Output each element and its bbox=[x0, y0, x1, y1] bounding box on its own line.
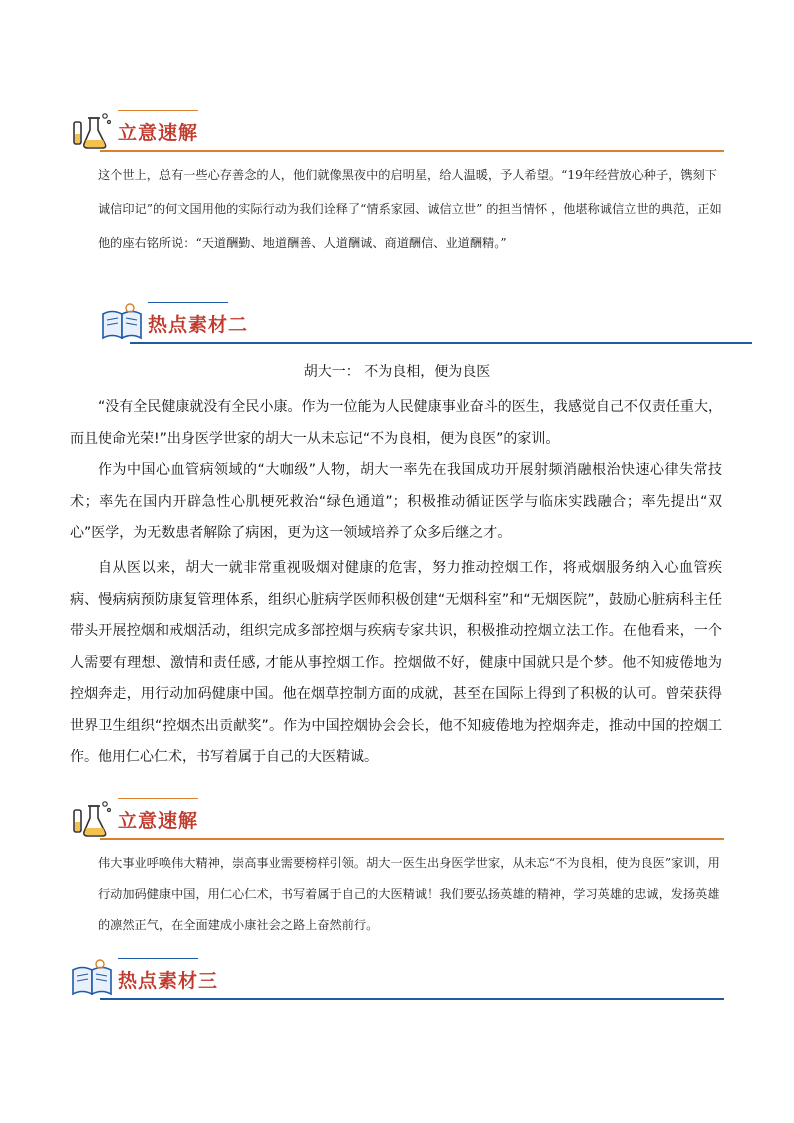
commentary-paragraph-2: 伟大事业呼唤伟大精神，崇高事业需要榜样引领。胡大一医生出身医学世家，从未忘“不为良相，使为良医”家训，用行动加码健康中国，用仁心仁术，书写着属于自己的大医精诚！我们要弘扬英雄的精神，学习英雄的忠诚，发扬英雄的凛然正气，在全面建成小康社会之路上奋然前行。 bbox=[98, 856, 720, 932]
section-header-title: 热点素材三 bbox=[118, 970, 219, 992]
header-top-line bbox=[148, 302, 228, 303]
lab-flask-icon bbox=[70, 108, 114, 152]
article-paragraph-1: “没有全民健康就没有全民小康。作为一位能为人民健康事业奋斗的医生，我感觉自己不仅责任重大，而且使命光荣!”出身医学世家的胡大一从未忘记“不为良相，便为良医”的家训。 bbox=[70, 399, 722, 447]
commentary-paragraph-1: 这个世上，总有一些心存善念的人，他们就像黑夜中的启明星，给人温暖，予人希望。“19年经营放心种子，镌刻下诚信印记”的何文国用他的实际行动为我们诠释了“情系家园、诚信立世” 的担当情怀 ，他堪称诚信立世的典范，正如他的座右铭所说：“天道酬勤、地道酬善、人道酬诚、商道酬信、业道酬精。” bbox=[98, 168, 722, 250]
section-header-title: 热点素材二 bbox=[148, 314, 249, 336]
header-underline bbox=[100, 150, 724, 152]
section-header-lixisujie-1 bbox=[70, 108, 724, 152]
open-book-icon bbox=[70, 956, 114, 1000]
open-book-icon bbox=[100, 300, 144, 344]
header-top-line bbox=[118, 110, 198, 111]
article-paragraph-2: 作为中国心血管病领域的“大咖级”人物，胡大一率先在我国成功开展射频消融根治快速心律失常技术；率先在国内开辟急性心肌梗死救治“绿色通道”；积极推动循证医学与临床实践融合；率先提出“双心”医学，为无数患者解除了病困，更为这一领域培养了众多后继之才。 bbox=[70, 462, 722, 541]
header-top-line bbox=[118, 958, 198, 959]
article-title: 胡大一： 不为良相，便为良医 bbox=[303, 364, 491, 380]
section-header-lixisujie-2 bbox=[70, 796, 724, 840]
lab-flask-icon bbox=[70, 796, 114, 840]
header-underline bbox=[100, 998, 724, 1000]
section-header-title: 立意速解 bbox=[118, 122, 199, 144]
header-top-line bbox=[118, 798, 198, 799]
section-header-redian-2 bbox=[100, 300, 752, 344]
header-underline bbox=[130, 342, 752, 344]
section-header-redian-3 bbox=[70, 956, 724, 1000]
section-header-title: 立意速解 bbox=[118, 810, 199, 832]
article-paragraph-3: 自从医以来，胡大一就非常重视吸烟对健康的危害，努力推动控烟工作，将戒烟服务纳入心血管疾病、慢病病预防康复管理体系，组织心脏病学医师积极创建“无烟科室”和“无烟医院”，鼓励心脏病科主任带头开展控烟和戒烟活动，组织完成多部控烟与疾病专家共识，积极推动控烟立法工作。在他看来，一个人需要有理想、激情和责任感, 才能从事控烟工作。控烟做不好，健康中国就只是个梦。他不知疲倦地为控烟奔走，用行动加码健康中国。他在烟草控制方面的成就，甚至在国际上得到了积极的认可。曾荣获得世界卫生组织“控烟杰出贡献奖”。作为中国控烟协会会长，他不知疲倦地为控烟奔走，推动中国的控烟工作。他用仁心仁术，书写着属于自己的大医精诚。 bbox=[70, 560, 722, 765]
header-underline bbox=[100, 838, 724, 840]
